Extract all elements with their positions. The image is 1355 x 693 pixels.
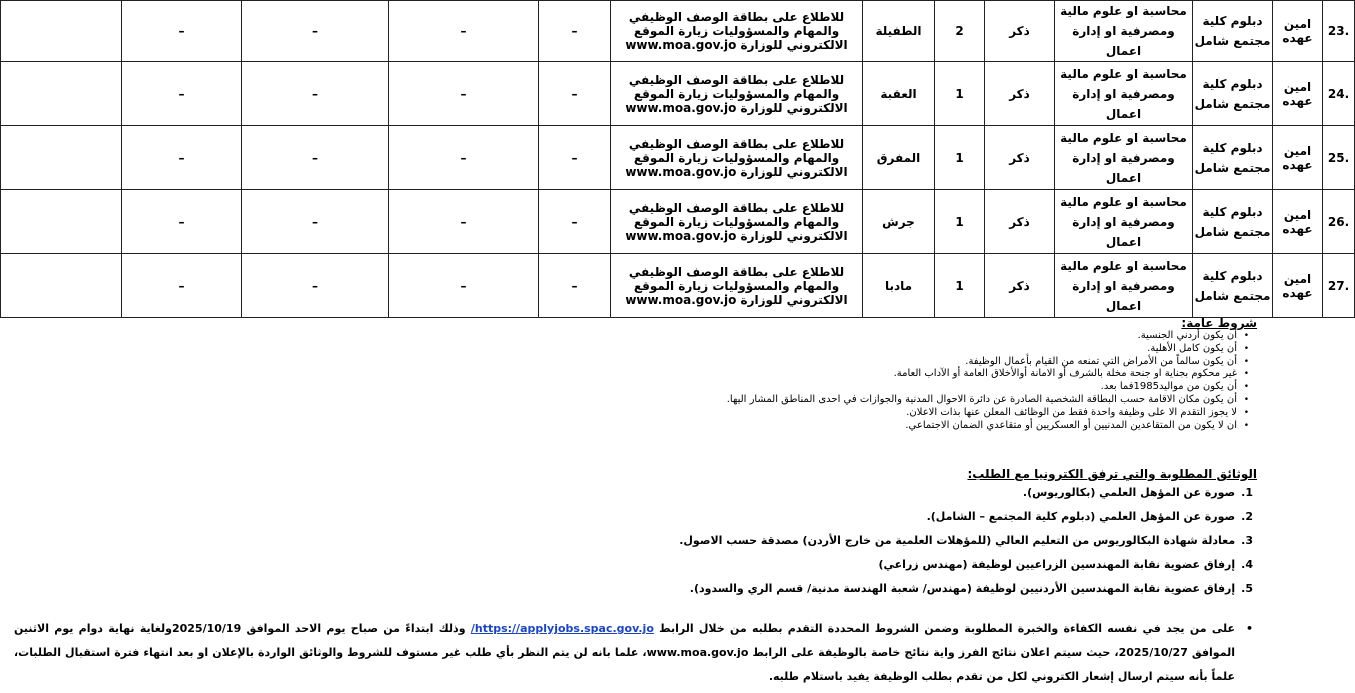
- job-location: مادبا: [863, 254, 935, 318]
- empty-cell: –: [122, 190, 242, 254]
- info-line: [611, 101, 862, 115]
- job-number: .27: [1323, 254, 1355, 318]
- info-line: للاطلاع على بطاقة الوصف الوظيفي: [628, 264, 845, 279]
- job-gender: ذكر: [985, 126, 1055, 190]
- job-gender: ذكر: [985, 62, 1055, 126]
- ministry-site-link[interactable]: www.moa.gov.jo: [646, 646, 749, 659]
- job-description-info: [611, 126, 863, 190]
- info-line: والمهام والمسؤوليات زيارة الموقع: [633, 278, 840, 293]
- ministry-url[interactable]: www.moa.gov.jo: [625, 164, 737, 179]
- item-text: إرفاق عضوية نقابة المهندسين الأردنيين لوظيفة (مهندس/ شعبة الهندسة مدنية/ قسم الري والسدود).: [689, 582, 1236, 595]
- list-item: [14, 481, 1257, 505]
- list-item: • أن يكون من مواليد1985فما بعد.: [14, 381, 1245, 394]
- job-number: .24: [1323, 62, 1355, 126]
- table-row: [1, 126, 1355, 190]
- notice-part-3: ولغاية نهاية دوام يوم الاثنين الموافق: [14, 622, 1235, 659]
- job-location: العقبة: [863, 62, 935, 126]
- required-documents-list: [14, 481, 1257, 601]
- job-count: 2: [935, 1, 985, 62]
- required-documents: [14, 467, 1257, 601]
- job-gender: ذكر: [985, 254, 1055, 318]
- ministry-url[interactable]: www.moa.gov.jo: [625, 100, 737, 115]
- ministry-url[interactable]: www.moa.gov.jo: [625, 38, 737, 52]
- job-number: .25: [1323, 126, 1355, 190]
- info-line: [611, 165, 862, 179]
- job-location: الطفيلة: [863, 1, 935, 62]
- list-item: [14, 505, 1257, 529]
- application-notice-text: [14, 617, 1257, 689]
- job-major: محاسبة او علوم مالية ومصرفية او إدارة اعمال: [1055, 1, 1193, 62]
- notice-part-2: وذلك ابتداءً من صباح يوم الاحد الموافق: [246, 622, 466, 635]
- table-row: [1, 1, 1355, 62]
- job-degree: دبلوم كلية مجتمع شامل: [1193, 62, 1273, 126]
- job-title: امين عهده: [1273, 62, 1323, 126]
- info-tail: الالكتروني للوزارة: [740, 100, 848, 115]
- job-degree: دبلوم كلية مجتمع شامل: [1193, 126, 1273, 190]
- empty-cell: [1, 190, 122, 254]
- empty-cell: –: [539, 126, 611, 190]
- list-item: [14, 577, 1257, 601]
- job-count: 1: [935, 190, 985, 254]
- info-line: والمهام والمسؤوليات زيارة الموقع: [633, 214, 840, 229]
- info-line: والمهام والمسؤوليات زيارة الموقع: [633, 24, 840, 38]
- empty-cell: –: [389, 190, 539, 254]
- info-tail: الالكتروني للوزارة: [740, 38, 848, 52]
- info-line: للاطلاع على بطاقة الوصف الوظيفي: [628, 10, 845, 24]
- empty-cell: [1, 126, 122, 190]
- job-degree: دبلوم كلية مجتمع شامل: [1193, 254, 1273, 318]
- job-location: المفرق: [863, 126, 935, 190]
- info-line: [611, 293, 862, 307]
- ministry-url[interactable]: www.moa.gov.jo: [625, 228, 737, 243]
- job-title: امين عهده: [1273, 254, 1323, 318]
- empty-cell: –: [389, 62, 539, 126]
- item-text: إرفاق عضوية نقابة المهندسين الزراعيين لوظيفة (مهندس زراعي): [878, 558, 1236, 571]
- item-number: 1.: [1241, 486, 1253, 499]
- empty-cell: –: [539, 1, 611, 62]
- info-line: للاطلاع على بطاقة الوصف الوظيفي: [628, 136, 845, 151]
- job-description-info: [611, 62, 863, 126]
- notice-part-1: على من يجد في نفسه الكفاءة والخبرة المطلوبة وضمن الشروط المحددة التقدم بطلبه من خلال الرابط: [659, 622, 1235, 635]
- general-conditions: [14, 316, 1257, 432]
- empty-cell: –: [242, 190, 389, 254]
- empty-cell: –: [389, 1, 539, 62]
- item-text: صورة عن المؤهل العلمي (بكالوريوس).: [1022, 486, 1236, 499]
- info-line: للاطلاع على بطاقة الوصف الوظيفي: [628, 200, 845, 215]
- job-description-info: [611, 1, 863, 62]
- item-number: 4.: [1241, 558, 1253, 571]
- info-line: والمهام والمسؤوليات زيارة الموقع: [633, 86, 840, 101]
- table-row: [1, 254, 1355, 318]
- job-count: 1: [935, 254, 985, 318]
- job-major: محاسبة او علوم مالية ومصرفية او إدارة اعمال: [1055, 62, 1193, 126]
- job-major: محاسبة او علوم مالية ومصرفية او إدارة اعمال: [1055, 254, 1193, 318]
- table-row: [1, 190, 1355, 254]
- info-tail: الالكتروني للوزارة: [740, 292, 848, 307]
- empty-cell: –: [539, 190, 611, 254]
- empty-cell: –: [122, 62, 242, 126]
- job-degree: دبلوم كلية مجتمع شامل: [1193, 1, 1273, 62]
- general-conditions-list: [14, 330, 1257, 432]
- job-number: .23: [1323, 1, 1355, 62]
- notice-part-4: ، حيث سيتم اعلان نتائج الفرز واية نتائج خاصة بالوظيفة على الرابط: [752, 646, 1119, 659]
- job-title: امين عهده: [1273, 190, 1323, 254]
- empty-cell: [1, 62, 122, 126]
- info-tail: الالكتروني للوزارة: [740, 164, 848, 179]
- notice-date-end: 2025/10/27: [1118, 646, 1188, 659]
- notice-date-start: 2025/10/19: [171, 622, 242, 635]
- list-item: • أن يكون مكان الاقامة حسب البطاقة الشخصية الصادرة عن دائرة الاحوال المدنية والجوازات في احدى المناطق المشار اليها.: [14, 394, 1245, 407]
- job-major: محاسبة او علوم مالية ومصرفية او إدارة اعمال: [1055, 190, 1193, 254]
- info-line: [611, 229, 862, 243]
- empty-cell: –: [539, 254, 611, 318]
- job-title: امين عهده: [1273, 1, 1323, 62]
- empty-cell: –: [389, 126, 539, 190]
- list-item: • ان لا يكون من المتقاعدين المدنيين أو العسكريين أو متقاعدي الضمان الاجتماعي.: [14, 420, 1245, 433]
- list-item: • أن يكون أردني الجنسية.: [14, 330, 1245, 343]
- required-documents-heading: الوثائق المطلوبة والتي ترفق الكترونيا مع الطلب:: [967, 467, 1257, 481]
- ministry-url[interactable]: www.moa.gov.jo: [625, 292, 737, 307]
- job-description-info: [611, 190, 863, 254]
- application-notice: [14, 617, 1257, 689]
- job-description-info: [611, 254, 863, 318]
- list-item: • غير محكوم بجناية او جنحة مخلة بالشرف أو الامانة أوالأخلاق العامة أو الآداب العامة.: [14, 368, 1245, 381]
- empty-cell: [1, 254, 122, 318]
- empty-cell: –: [539, 62, 611, 126]
- list-item: • أن يكون سالماً من الأمراض التي تمنعه من القيام بأعمال الوظيفة.: [14, 356, 1245, 369]
- job-count: 1: [935, 62, 985, 126]
- job-title: امين عهده: [1273, 126, 1323, 190]
- info-line: والمهام والمسؤوليات زيارة الموقع: [633, 150, 840, 165]
- job-number: .26: [1323, 190, 1355, 254]
- job-location: جرش: [863, 190, 935, 254]
- list-item: [14, 553, 1257, 577]
- job-major: محاسبة او علوم مالية ومصرفية او إدارة اعمال: [1055, 126, 1193, 190]
- general-conditions-heading: شروط عامة:: [1181, 316, 1257, 330]
- list-item: [14, 529, 1257, 553]
- empty-cell: –: [242, 1, 389, 62]
- list-item: • أن يكون كامل الأهلية.: [14, 343, 1245, 356]
- empty-cell: –: [122, 254, 242, 318]
- item-number: 3.: [1241, 534, 1253, 547]
- job-gender: ذكر: [985, 1, 1055, 62]
- item-number: 5.: [1241, 582, 1253, 595]
- empty-cell: –: [242, 62, 389, 126]
- empty-cell: –: [122, 126, 242, 190]
- info-line: [611, 38, 862, 52]
- item-number: 2.: [1241, 510, 1253, 523]
- job-degree: دبلوم كلية مجتمع شامل: [1193, 190, 1273, 254]
- info-line: للاطلاع على بطاقة الوصف الوظيفي: [628, 72, 845, 87]
- empty-cell: [1, 1, 122, 62]
- empty-cell: –: [242, 254, 389, 318]
- empty-cell: –: [242, 126, 389, 190]
- job-count: 1: [935, 126, 985, 190]
- item-text: معادلة شهادة البكالوريوس من التعليم العالي (للمؤهلات العلمية من خارج الأردن) مصدقة حسب الاصول.: [679, 534, 1236, 547]
- apply-link[interactable]: https://applyjobs.spac.gov.jo/: [470, 622, 654, 635]
- empty-cell: –: [389, 254, 539, 318]
- item-text: صورة عن المؤهل العلمي (دبلوم كلية المجتمع – الشامل).: [926, 510, 1236, 523]
- table-row: [1, 62, 1355, 126]
- list-item: • لا يجوز التقدم الا على وظيفة واحدة فقط من الوظائف المعلن عنها بذات الاعلان.: [14, 407, 1245, 420]
- notice-part-5: ، علما بانه لن يتم النظر بأي طلب غير مستوف للشروط والوثائق الواردة بالإعلان او بعد انتهاء فترة استقبال الطلبات، علماً بأنه سيتم ارسال إشعار الكتروني لكل من تقدم بطلب الوظيفة يفيد باستلام طلبه.: [14, 646, 1235, 683]
- job-gender: ذكر: [985, 190, 1055, 254]
- empty-cell: –: [122, 1, 242, 62]
- jobs-table: [0, 0, 1355, 318]
- info-tail: الالكتروني للوزارة: [740, 228, 848, 243]
